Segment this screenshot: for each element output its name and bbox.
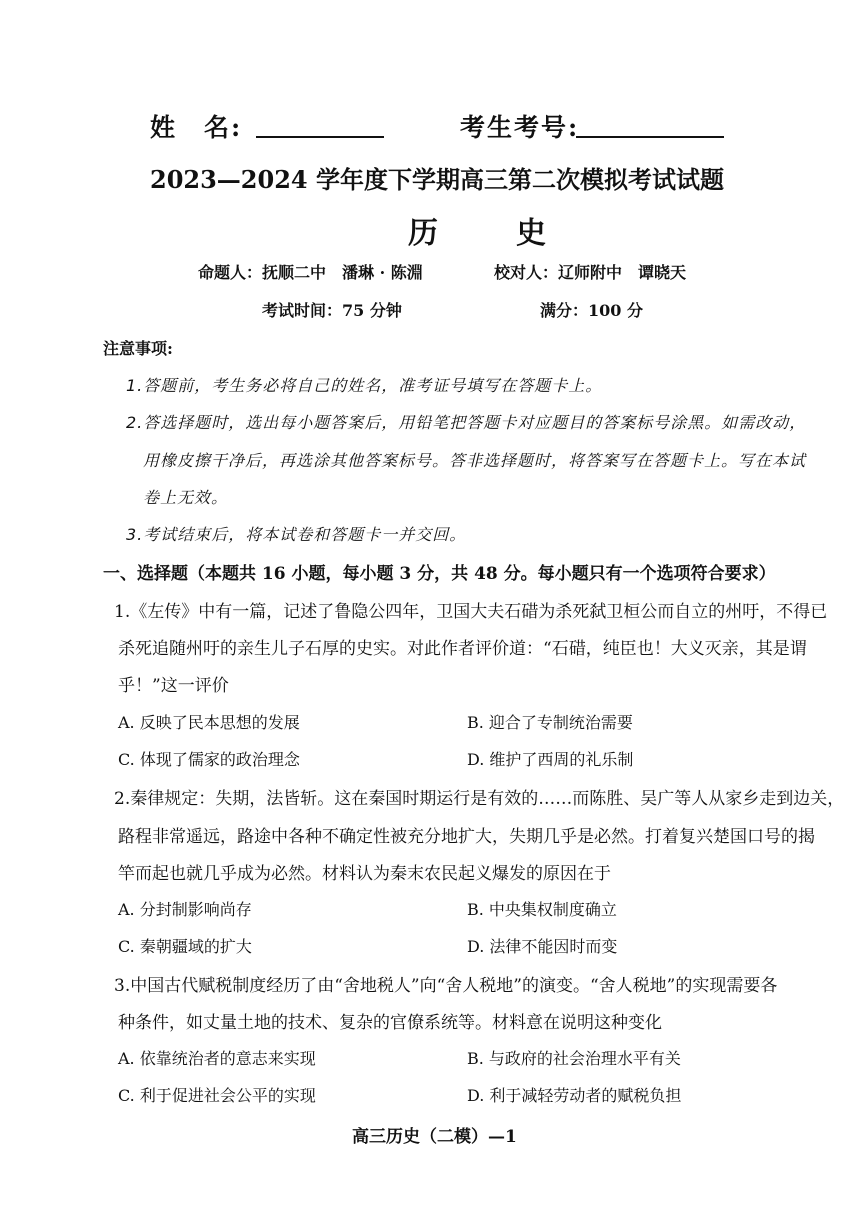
exam-id-label: 考生考号: (460, 113, 580, 142)
question-1-option-a[interactable]: A. 反映了民本思想的发展 (118, 713, 300, 732)
question-2-option-c[interactable]: C. 秦朝疆域的扩大 (118, 937, 252, 956)
notice-item-3: 3.考试结束后，将本试卷和答题卡一并交回。 (126, 525, 467, 544)
question-1-option-b[interactable]: B. 迎合了专制统治需要 (467, 713, 633, 732)
question-3-option-a[interactable]: A. 依靠统治者的意志来实现 (118, 1049, 316, 1068)
question-3-option-c[interactable]: C. 利于促进社会公平的实现 (118, 1086, 316, 1105)
question-3-option-d[interactable]: D. 利于减轻劳动者的赋税负担 (467, 1086, 682, 1105)
exam-title: 2023—2024 学年度下学期高三第二次模拟考试试题 (150, 165, 724, 194)
question-2-option-a[interactable]: A. 分封制影响尚存 (118, 900, 252, 919)
exam-time: 考试时间：75 分钟 (262, 301, 402, 320)
name-label: 姓 名: (150, 113, 243, 142)
question-3-option-b[interactable]: B. 与政府的社会治理水平有关 (467, 1049, 681, 1068)
question-1-line-2: 杀死追随州吁的亲生儿子石厚的史实。对此作者评价道：“石碏，纯臣也！大义灭亲，其是谓 (118, 639, 807, 659)
full-score: 满分：100 分 (540, 301, 643, 320)
notice-item-2-cont: 用橡皮擦干净后，再选涂其他答案标号。答非选择题时，将答案写在答题卡上。写在本试 (143, 451, 807, 470)
notice-item-2: 2.答选择题时，选出每小题答案后，用铅笔把答题卡对应题目的答案标号涂黑。如需改动， (126, 413, 807, 432)
checker-line: 校对人：辽师附中 谭晓天 (494, 263, 687, 282)
question-1-line-3: 乎！”这一评价 (118, 676, 229, 696)
subject-title: 历 史 (408, 216, 570, 251)
question-1-option-c[interactable]: C. 体现了儒家的政治理念 (118, 750, 300, 769)
question-2-line-3: 竿而起也就几乎成为必然。材料认为秦末农民起义爆发的原因在于 (118, 864, 611, 884)
question-2-option-b[interactable]: B. 中央集权制度确立 (467, 900, 617, 919)
question-1-line-1: 1.《左传》中有一篇，记述了鲁隐公四年，卫国大夫石碏为杀死弑卫桓公而自立的州吁，不得已 (114, 602, 828, 622)
author-line: 命题人：抚顺二中 潘琳 · 陈淵 (198, 263, 423, 282)
notice-heading: 注意事项: (103, 339, 173, 358)
question-3-line-2: 种条件，如丈量土地的技术、复杂的官僚系统等。材料意在说明这种变化 (118, 1013, 662, 1033)
section-heading: 一、选择题（本题共 16 小题，每小题 3 分，共 48 分。每小题只有一个选项符合要求） (103, 564, 776, 584)
question-1-option-d[interactable]: D. 维护了西周的礼乐制 (467, 750, 634, 769)
question-3-line-1: 3.中国古代赋税制度经历了由“舍地税人”向“舍人税地”的演变。“舍人税地”的实现需要各 (114, 976, 778, 996)
name-field[interactable] (256, 136, 384, 138)
notice-item-2-end: 卷上无效。 (143, 488, 229, 507)
notice-item-1: 1.答题前，考生务必将自己的姓名，准考证号填写在答题卡上。 (126, 376, 603, 395)
question-2-line-2: 路程非常遥远，路途中各种不确定性被充分地扩大，失期几乎是必然。打着复兴楚国口号的揭 (118, 827, 815, 847)
page-footer: 高三历史（二模）—1 (352, 1127, 517, 1147)
exam-id-field[interactable] (576, 136, 724, 138)
question-2-line-1: 2.秦律规定：失期，法皆斩。这在秦国时期运行是有效的……而陈胜、吴广等人从家乡走到边关， (114, 789, 845, 809)
question-2-option-d[interactable]: D. 法律不能因时而变 (467, 937, 618, 956)
